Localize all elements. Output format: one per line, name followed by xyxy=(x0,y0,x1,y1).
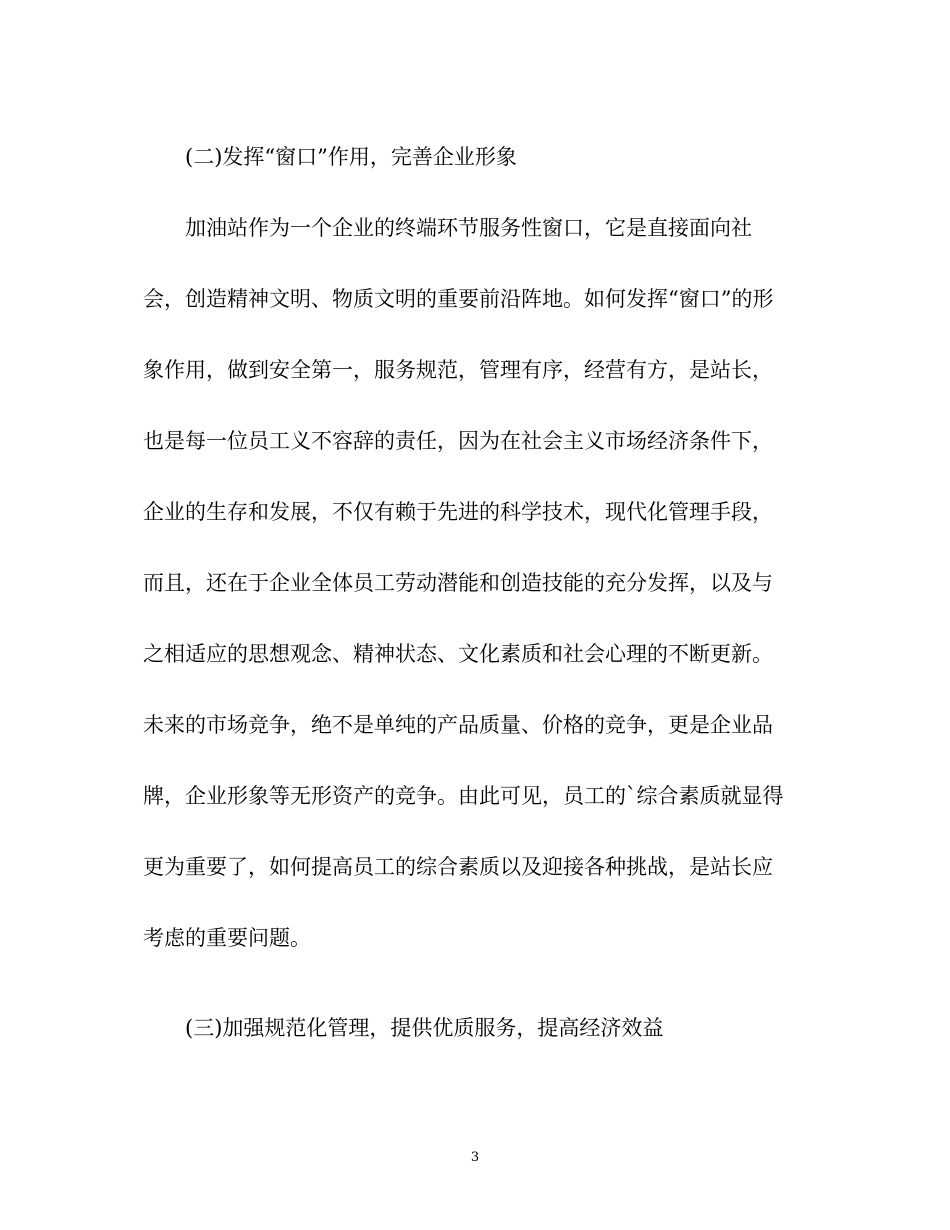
paragraph-line: 会，创造精神文明、物质文明的重要前沿阵地。如何发挥“窗口”的形 xyxy=(143,287,774,311)
paragraph-line: 考虑的重要问题。 xyxy=(143,926,311,950)
paragraph-line: 而且，还在于企业全体员工劳动潜能和创造技能的充分发挥，以及与 xyxy=(143,571,773,595)
paragraph-line: 牌，企业形象等无形资产的竞争。由此可见，员工的`综合素质就显得 xyxy=(143,784,784,808)
paragraph-line: 未来的市场竞争，绝不是单纯的产品质量、价格的竞争，更是企业品 xyxy=(143,713,773,737)
paragraph-line: 更为重要了，如何提高员工的综合素质以及迎接各种挑战，是站长应 xyxy=(143,855,773,879)
paragraph-line: 加油站作为一个企业的终端环节服务性窗口，它是直接面向社 xyxy=(185,216,752,240)
paragraph-line: 也是每一位员工义不容辞的责任，因为在社会主义市场经济条件下， xyxy=(143,429,773,453)
paragraph-line: 象作用，做到安全第一，服务规范，管理有序，经营有方，是站长， xyxy=(143,358,773,382)
paragraph-line: 企业的生存和发展，不仅有赖于先进的科学技术，现代化管理手段， xyxy=(143,500,773,524)
section-heading-2: (二)发挥“窗口”作用，完善企业形象 xyxy=(185,145,517,169)
paragraph-line: 之相适应的思想观念、精神状态、文化素质和社会心理的不断更新。 xyxy=(143,642,773,666)
section-heading-3: (三)加强规范化管理，提供优质服务，提高经济效益 xyxy=(185,1016,664,1040)
page-number: 3 xyxy=(470,1150,480,1165)
